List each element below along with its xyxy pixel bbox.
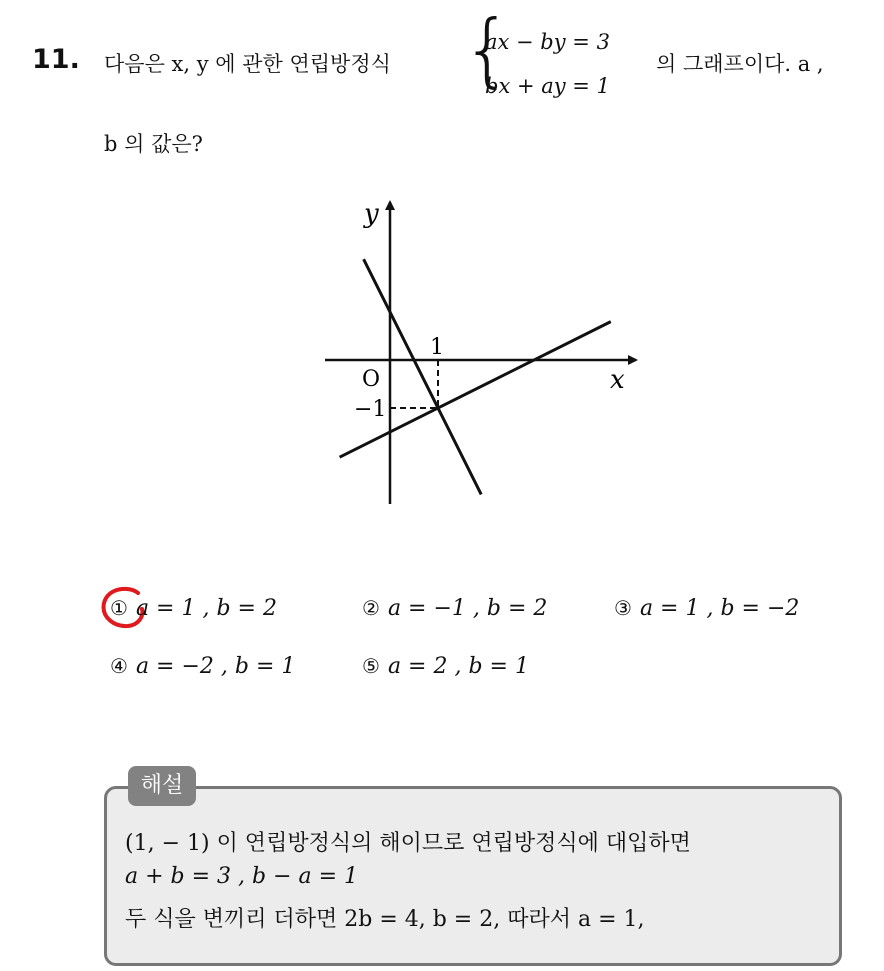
x-tick-label: 1: [430, 335, 444, 360]
solution-line-3: 두 식을 변끼리 더하면 2b = 4, b = 2, 따라서 a = 1,: [125, 907, 645, 932]
origin-label: O: [362, 367, 381, 392]
choice-3[interactable]: [614, 596, 799, 621]
equation-1: ax − by = 3: [485, 30, 610, 54]
choice-2-number: ②: [362, 596, 380, 620]
choice-5[interactable]: [362, 654, 529, 679]
y-tick-label: −1: [354, 397, 387, 422]
equation-2: bx + ay = 1: [485, 74, 610, 98]
question-text-line1: 다음은 x, y 에 관한 연립방정식: [104, 52, 391, 76]
choice-4[interactable]: [110, 654, 295, 679]
choice-4-number: ④: [110, 654, 128, 678]
solution-line-2: a + b = 3 , b − a = 1: [125, 864, 359, 889]
choice-1-number: ①: [110, 596, 128, 620]
choice-2-text: a = −1 , b = 2: [387, 596, 548, 621]
choice-5-number: ⑤: [362, 654, 380, 678]
x-axis-label: x: [610, 365, 625, 395]
choice-2[interactable]: [362, 596, 547, 621]
choice-5-text: a = 2 , b = 1: [387, 654, 529, 679]
y-axis-label: y: [364, 199, 379, 229]
graph-line-shallow: [340, 322, 611, 458]
choice-3-number: ③: [614, 596, 632, 620]
system-brace: {: [462, 3, 513, 96]
choice-1[interactable]: [110, 596, 277, 621]
question-text-line1-suffix: 의 그래프이다. a ,: [656, 52, 824, 76]
coordinate-graph: [300, 190, 650, 520]
choice-3-text: a = 1 , b = −2: [639, 596, 800, 621]
choice-4-text: a = −2 , b = 1: [135, 654, 296, 679]
solution-label: 해설: [128, 766, 196, 806]
question-number: 11.: [32, 44, 80, 75]
solution-line-1: (1, − 1) 이 연립방정식의 해이므로 연립방정식에 대입하면: [125, 831, 691, 856]
question-text-line2: b 의 값은?: [104, 132, 203, 156]
graph-line-steep: [364, 259, 482, 494]
choice-1-text: a = 1 , b = 2: [135, 596, 277, 621]
